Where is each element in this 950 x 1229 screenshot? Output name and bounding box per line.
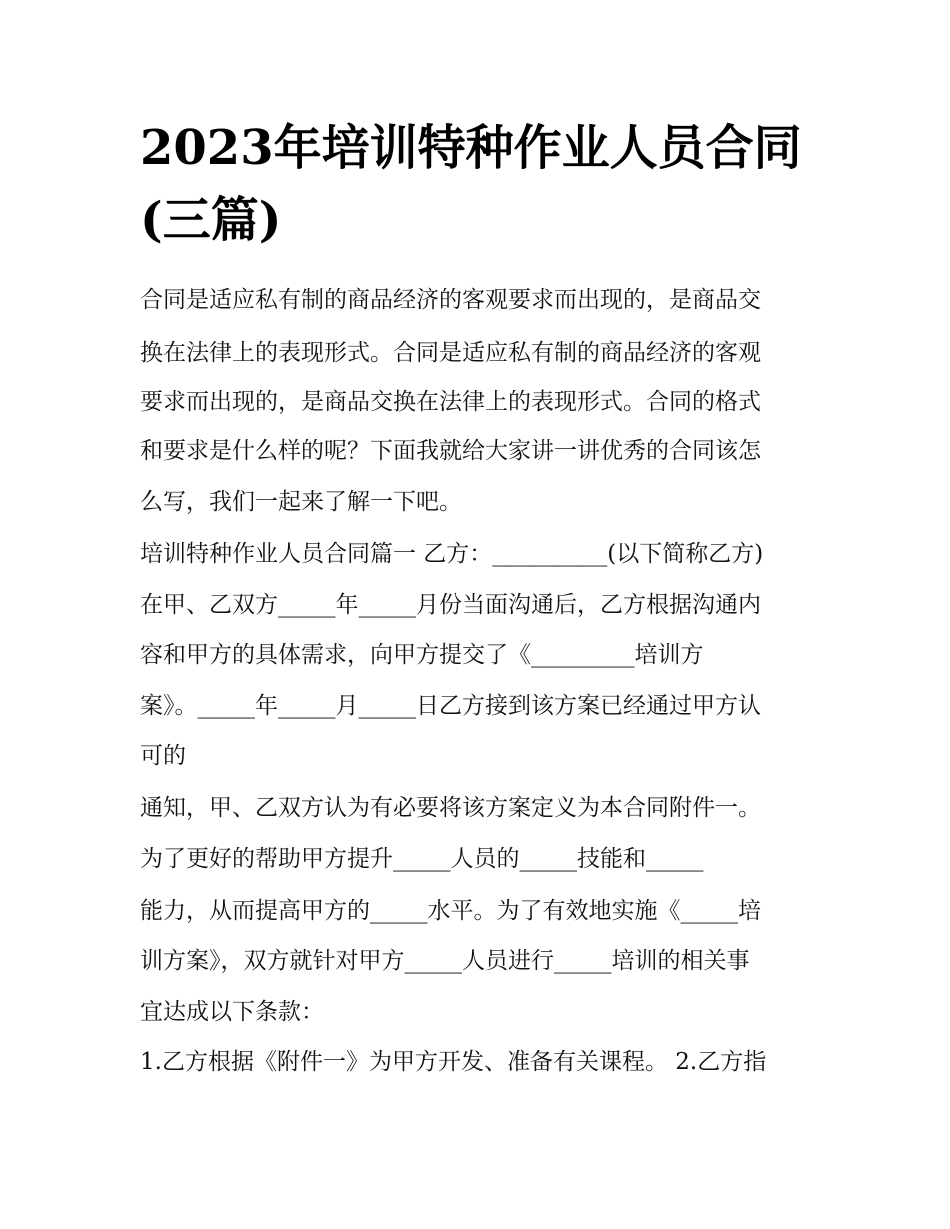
section-line: 能力，从而提高甲方的_____水平。为了有效地实施《_____培: [140, 898, 761, 924]
intro-line: 要求而出现的，是商品交换在法律上的表现形式。合同的格式: [140, 389, 761, 415]
section-line: 在甲、乙双方_____年_____月份当面沟通后，乙方根据沟通内: [140, 592, 761, 618]
section-line: 案》。_____年_____月_____日乙方接到该方案已经通过甲方认: [140, 693, 761, 719]
section-line: 容和甲方的具体需求，向甲方提交了《_________培训方: [140, 642, 704, 668]
section-line: 培训特种作业人员合同篇一 乙方：__________(以下简称乙方): [140, 541, 764, 567]
intro-line: 和要求是什么样的呢？下面我就给大家讲一讲优秀的合同该怎: [140, 438, 761, 464]
section-line: 宜达成以下条款：: [140, 999, 324, 1025]
intro-line: 换在法律上的表现形式。合同是适应私有制的商品经济的客观: [140, 340, 761, 366]
section-line: 1.乙方根据《附件一》为甲方开发、准备有关课程。 2.乙方指: [140, 1049, 767, 1075]
section-line: 通知，甲、乙双方认为有必要将该方案定义为本合同附件一。: [140, 795, 761, 821]
intro-line: 么写，我们一起来了解一下吧。: [140, 489, 462, 515]
document-title: [140, 112, 830, 256]
title-line-1: 2023年培训特种作业人员合同: [140, 120, 802, 176]
title-line-2: (三篇): [140, 192, 282, 248]
section-line: 训方案》，双方就针对甲方_____人员进行_____培训的相关事: [140, 948, 750, 974]
section-line: 为了更好的帮助甲方提升_____人员的_____技能和_____: [140, 846, 704, 872]
section-line: 可的: [140, 743, 186, 769]
intro-line: 合同是适应私有制的商品经济的客观要求而出现的，是商品交: [140, 287, 761, 313]
